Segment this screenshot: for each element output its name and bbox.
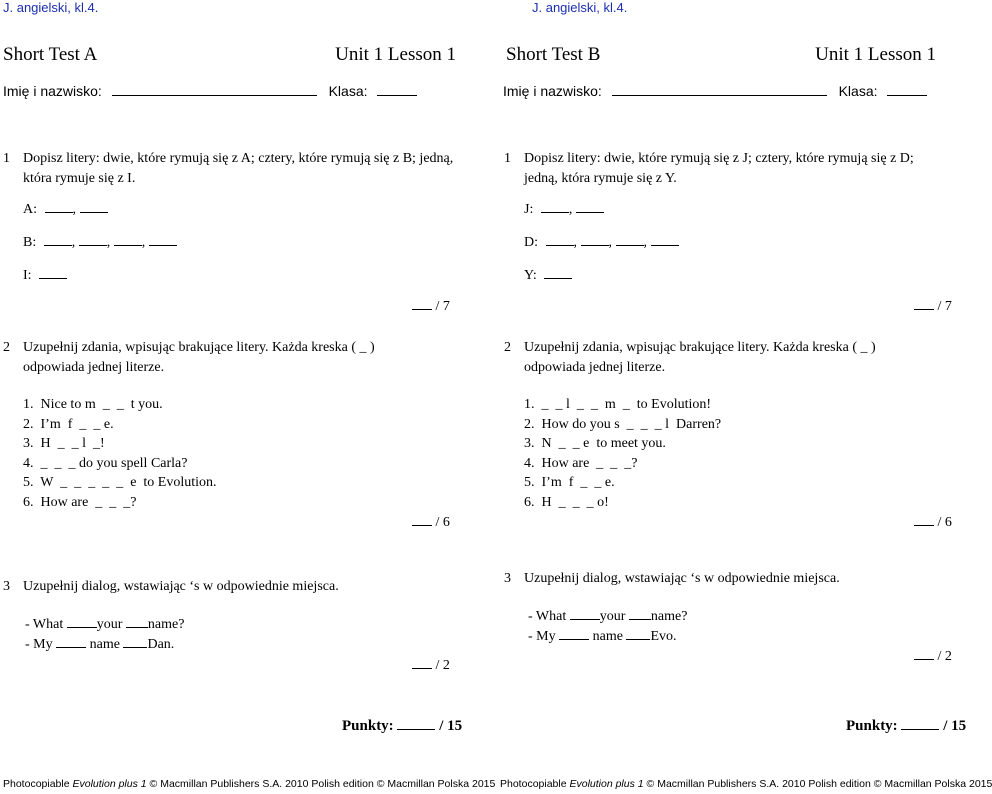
points-total: Punkty: / 15 (342, 718, 463, 734)
list-item: 2. I’m f _ _ e. (23, 416, 114, 432)
task-2-instruction (3, 338, 433, 378)
copyright-footer: Photocopiable Evolution plus 1 © Macmillan Publishers S.A. 2010 Polish edition © Macmillan Polska 2015 (500, 778, 992, 790)
rhyme-row-j: J: , (524, 201, 604, 218)
answer-blank[interactable] (544, 267, 572, 279)
test-b-sheet (480, 0, 992, 794)
task-1-score: / 7 (412, 298, 450, 315)
rhyme-row-y: Y: (524, 267, 572, 284)
test-title: Short Test B (506, 44, 601, 65)
class-label: Klasa: (328, 83, 368, 99)
answer-blank[interactable] (559, 628, 589, 640)
class-field[interactable] (377, 84, 417, 96)
score-field[interactable] (914, 514, 934, 526)
task-number: 2 (3, 340, 10, 355)
name-field[interactable] (612, 84, 827, 96)
task-2-instruction (504, 338, 924, 378)
task-2-score: / 6 (914, 514, 952, 531)
dialog-line: - What your name? (25, 617, 185, 632)
answer-blank[interactable] (149, 234, 177, 246)
task-number: 1 (504, 151, 511, 166)
task-text: Uzupełnij zdania, wpisując brakujące litery. Każda kreska ( _ ) odpowiada jednej literze. (524, 340, 876, 375)
task-number: 1 (3, 151, 10, 166)
dialog (25, 615, 184, 655)
task-text: Uzupełnij dialog, wstawiając ‘s w odpowiednie miejsca. (524, 571, 840, 586)
task-number: 3 (504, 571, 511, 586)
class-field[interactable] (887, 84, 927, 96)
name-label: Imię i nazwisko: (503, 83, 602, 99)
answer-blank[interactable] (626, 628, 650, 640)
answer-blank[interactable] (80, 201, 108, 213)
dialog-line: - My name Dan. (25, 637, 175, 652)
list-item: 4. How are _ _ _? (524, 455, 638, 471)
task-2-list (23, 395, 217, 512)
list-item: 1. Nice to m _ _ t you. (23, 397, 163, 412)
answer-blank[interactable] (123, 636, 147, 648)
answer-blank[interactable] (126, 616, 148, 628)
name-row (3, 83, 417, 99)
subject-label: J. angielski, kl.4. (3, 0, 99, 15)
score-field[interactable] (412, 514, 432, 526)
task-2-score: / 6 (412, 514, 450, 531)
answer-blank[interactable] (616, 234, 644, 246)
unit-label: Unit 1 Lesson 1 (335, 44, 456, 65)
copyright-footer: Photocopiable Evolution plus 1 © Macmillan Publishers S.A. 2010 Polish edition © Macmillan Polska 2015 (3, 778, 496, 790)
task-3-instruction (3, 577, 443, 597)
list-item: 3. H _ _ l _! (23, 436, 105, 451)
score-field[interactable] (914, 298, 934, 310)
task-1-instruction (504, 149, 944, 189)
answer-blank[interactable] (581, 234, 609, 246)
dialog (528, 607, 687, 647)
task-text: Uzupełnij zdania, wpisując brakujące litery. Każda kreska ( _ ) odpowiada jednej literze. (23, 340, 375, 375)
test-title: Short Test A (3, 44, 98, 65)
answer-blank[interactable] (629, 608, 651, 620)
list-item: 6. H _ _ _ o! (524, 494, 609, 510)
rhyme-row-b: B: , , , (23, 234, 177, 251)
list-item: 4. _ _ _ do you spell Carla? (23, 455, 188, 471)
answer-blank[interactable] (546, 234, 574, 246)
answer-blank[interactable] (39, 267, 67, 279)
task-2-list (524, 395, 721, 512)
answer-blank[interactable] (541, 201, 569, 213)
score-field[interactable] (412, 298, 432, 310)
list-item: 2. How do you s _ _ _ l Darren? (524, 416, 722, 432)
name-row (503, 83, 927, 99)
answer-blank[interactable] (114, 234, 142, 246)
unit-label: Unit 1 Lesson 1 (815, 44, 936, 65)
answer-blank[interactable] (45, 201, 73, 213)
dialog-line: - My name Evo. (528, 629, 677, 644)
task-text: Dopisz litery: dwie, które rymują się z J; cztery, które rymują się z D; jedną, która rymuje się z Y. (524, 151, 914, 186)
task-text: Dopisz litery: dwie, które rymują się z A; cztery, które rymują się z B; jedną, która rymuje się z I. (23, 151, 454, 186)
score-field[interactable] (412, 657, 432, 669)
rhyme-row-i: I: (23, 267, 67, 284)
points-field[interactable] (901, 718, 939, 730)
list-item: 1. _ _ l _ _ m _ to Evolution! (524, 397, 712, 412)
name-field[interactable] (112, 84, 317, 96)
task-3-score: / 2 (914, 648, 952, 665)
task-1-instruction (3, 149, 463, 189)
score-field[interactable] (914, 648, 934, 660)
task-3-score: / 2 (412, 657, 450, 674)
subject-label: J. angielski, kl.4. (532, 0, 628, 15)
rhyme-row-a: A: , (23, 201, 108, 218)
answer-blank[interactable] (79, 234, 107, 246)
list-item: 3. N _ _ e to meet you. (524, 436, 666, 451)
task-number: 2 (504, 340, 511, 355)
dialog-line: - What your name? (528, 609, 688, 624)
answer-blank[interactable] (44, 234, 72, 246)
answer-blank[interactable] (570, 608, 600, 620)
task-1-score: / 7 (914, 298, 952, 315)
task-text: Uzupełnij dialog, wstawiając ‘s w odpowiednie miejsca. (23, 579, 339, 594)
answer-blank[interactable] (576, 201, 604, 213)
rhyme-row-d: D: , , , (524, 234, 679, 251)
name-label: Imię i nazwisko: (3, 83, 102, 99)
answer-blank[interactable] (56, 636, 86, 648)
list-item: 5. W _ _ _ _ _ e to Evolution. (23, 475, 217, 490)
answer-blank[interactable] (67, 616, 97, 628)
task-3-instruction (504, 569, 944, 589)
points-field[interactable] (397, 718, 435, 730)
answer-blank[interactable] (651, 234, 679, 246)
class-label: Klasa: (838, 83, 878, 99)
points-total: Punkty: / 15 (846, 718, 967, 734)
list-item: 6. How are _ _ _? (23, 494, 137, 510)
list-item: 5. I’m f _ _ e. (524, 475, 615, 490)
task-number: 3 (3, 579, 10, 594)
